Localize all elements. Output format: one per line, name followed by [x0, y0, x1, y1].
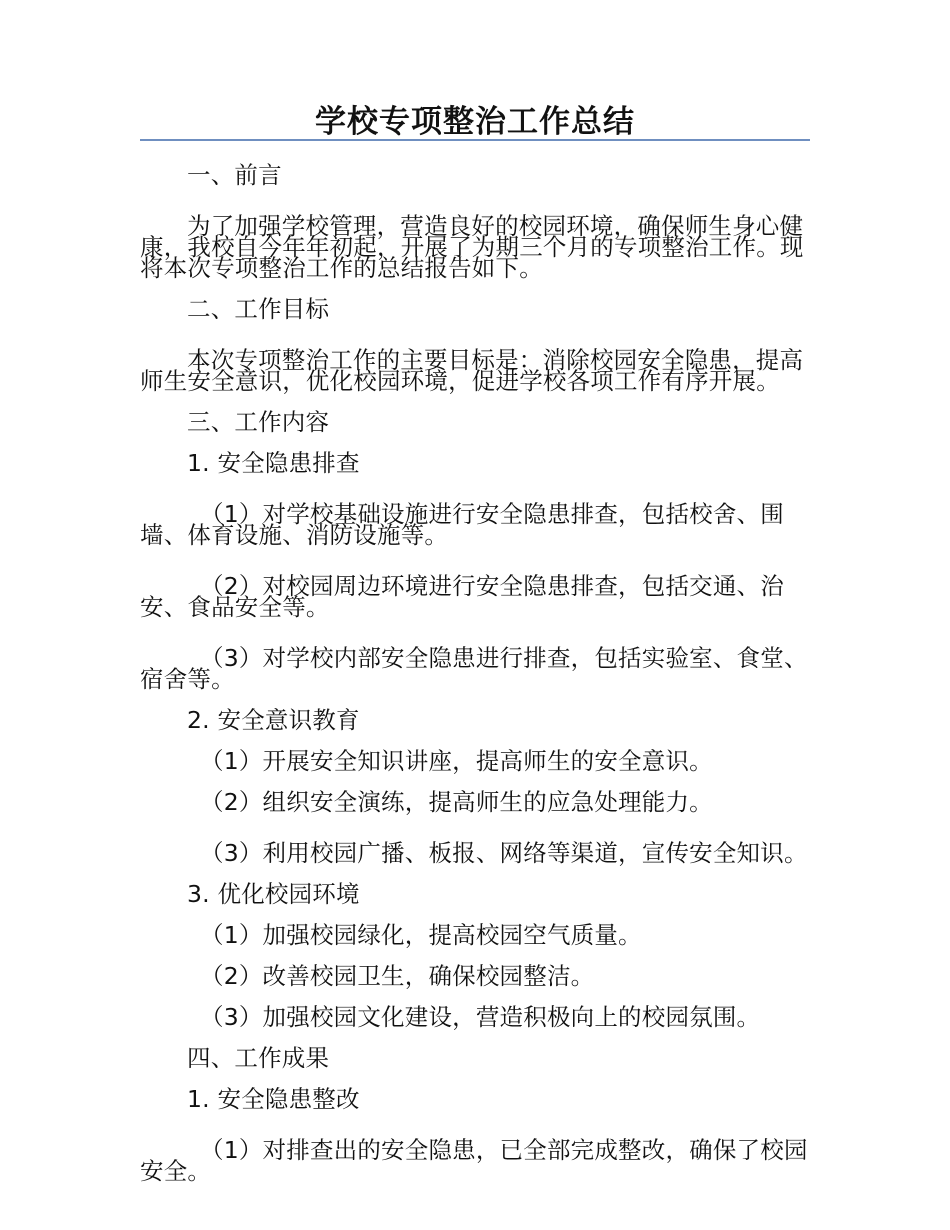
list-item: （1）加强校园绿化，提高校园空气质量。 — [200, 921, 642, 949]
list-item: （3）加强校园文化建设，营造积极向上的校园氛围。 — [200, 1003, 761, 1031]
document-body — [140, 156, 810, 1193]
list-item: （2）组织安全演练，提高师生的应急处理能力。 — [200, 788, 713, 816]
section-heading-goals: 二、工作目标 — [187, 295, 330, 323]
document-title: 学校专项整治工作总结 — [315, 104, 635, 140]
section-heading-preface: 一、前言 — [187, 161, 282, 189]
title-underline — [140, 139, 810, 141]
section-heading-content: 三、工作内容 — [187, 408, 330, 436]
list-item: （2）对校园周边环境进行安全隐患排查，包括交通、治安、食品安全等。 — [140, 572, 784, 621]
list-item: （1）对排查出的安全隐患，已全部完成整改，确保了校园安全。 — [140, 1136, 808, 1185]
list-item: （1）开展安全知识讲座，提高师生的安全意识。 — [200, 747, 713, 775]
paragraph-preface: 为了加强学校管理，营造良好的校园环境，确保师生身心健康，我校自今年年初起，开展了为期三个月的专项整治工作。现将本次专项整治工作的总结报告如下。 — [140, 212, 804, 282]
section-heading-results: 四、工作成果 — [187, 1044, 330, 1072]
subheading-safety-education: 2. 安全意识教育 — [187, 706, 360, 734]
paragraph-goals: 本次专项整治工作的主要目标是：消除校园安全隐患，提高师生安全意识，优化校园环境，促进学校各项工作有序开展。 — [140, 346, 804, 395]
subheading-hazard-rectification: 1. 安全隐患整改 — [187, 1085, 360, 1113]
list-item: （3）对学校内部安全隐患进行排查，包括实验室、食堂、宿舍等。 — [140, 644, 808, 693]
subheading-hazard-check: 1. 安全隐患排查 — [187, 449, 360, 477]
subheading-campus-environment: 3. 优化校园环境 — [187, 880, 360, 908]
list-item: （2）改善校园卫生，确保校园整洁。 — [200, 962, 595, 990]
list-item: （1）对学校基础设施进行安全隐患排查，包括校舍、围墙、体育设施、消防设施等。 — [140, 500, 784, 549]
list-item: （3）利用校园广播、板报、网络等渠道，宣传安全知识。 — [200, 839, 808, 867]
